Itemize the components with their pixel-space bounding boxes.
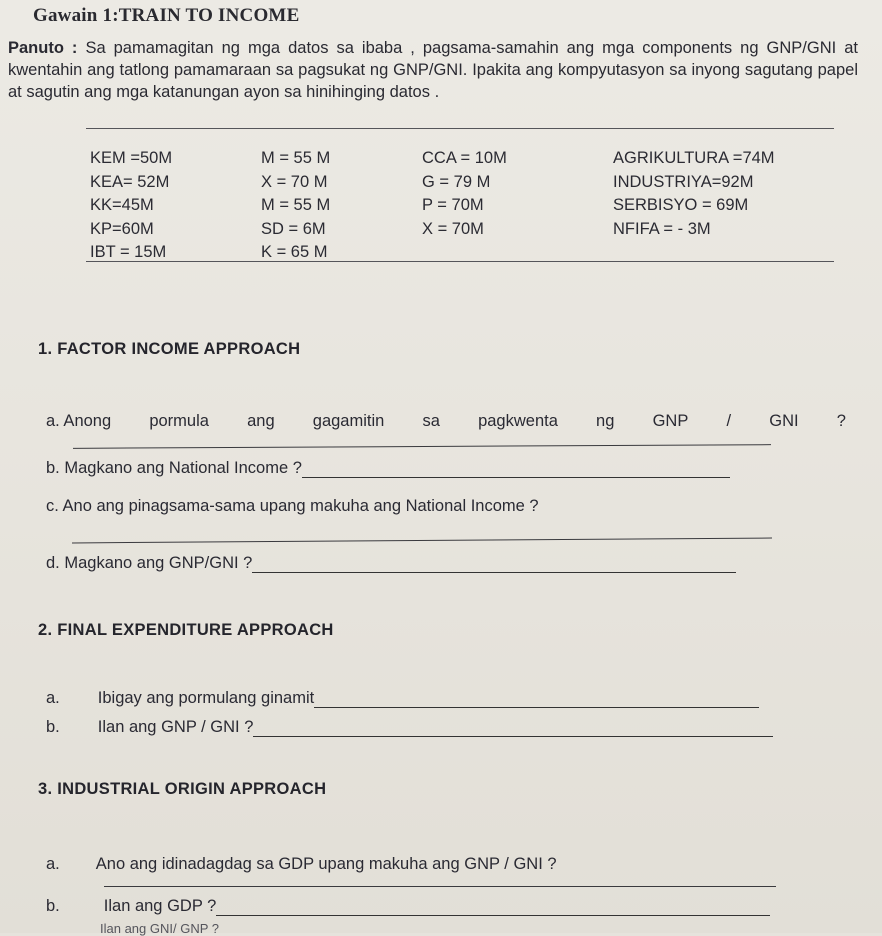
data-item: CCA = 10M — [422, 149, 507, 167]
data-item: K = 65 M — [261, 243, 328, 261]
section-2-title: 2. FINAL EXPENDITURE APPROACH — [38, 621, 334, 639]
answer-blank-3b[interactable] — [216, 901, 770, 916]
answer-blank-2b[interactable] — [253, 722, 773, 737]
data-box — [86, 128, 834, 262]
question-letter: b. — [46, 718, 60, 736]
question-text: b. Magkano ang National Income ? — [46, 459, 302, 477]
question-letter: a. — [46, 855, 60, 873]
data-item: SD = 6M — [261, 219, 326, 238]
question-text: Ilan ang GDP ? — [103, 897, 217, 915]
question-2b — [46, 718, 773, 737]
data-item: NFIFA = - 3M — [613, 219, 711, 238]
data-item: G = 79 M — [422, 172, 491, 191]
question-text: Ibigay ang pormulang ginamit — [97, 689, 315, 707]
section-3-title: 3. INDUSTRIAL ORIGIN APPROACH — [38, 780, 327, 798]
data-item: KEM =50M — [90, 149, 173, 167]
question-3b — [46, 897, 770, 916]
data-item: M = 55 M — [261, 196, 331, 214]
data-item: KEA= 52M — [90, 172, 170, 191]
question-1c — [46, 497, 539, 516]
question-3c-partial: Ilan ang GNI/ GNP ? — [100, 921, 219, 936]
data-item: M = 55 M — [261, 149, 331, 167]
word: a. Anong — [46, 412, 112, 430]
word: ? — [836, 412, 846, 430]
instructions-text: Sa pamamagitan ng mga datos sa ibaba , pagsama-samahin ang mga components ng GNP/GNI at kwentahin ang tatlong pamamaraan sa pagsukat ng GNP/GNI. Ipakita ang kompyutasyon sa inyong sagutang papel at sagutin ang mga katanungan ayon sa hinihinging datos . — [8, 39, 858, 101]
answer-line-1c[interactable] — [72, 538, 772, 544]
question-letter: b. — [46, 897, 60, 915]
section-1-title: 1. FACTOR INCOME APPROACH — [38, 340, 301, 358]
answer-line-1a[interactable] — [73, 444, 771, 449]
question-text: d. Magkano ang GNP/GNI ? — [46, 554, 253, 572]
data-item: P = 70M — [422, 196, 484, 214]
data-item: INDUSTRIYA=92M — [613, 172, 754, 191]
word: ng — [596, 412, 615, 430]
answer-blank-1d[interactable] — [252, 558, 736, 573]
question-letter: a. — [46, 689, 60, 707]
question-text: Ilan ang GNP / GNI ? — [97, 718, 254, 736]
word: / — [726, 412, 732, 430]
question-1b — [46, 459, 730, 478]
data-item: KP=60M — [90, 219, 154, 238]
word: pagkwenta — [478, 412, 558, 430]
question-text: Ano ang idinadagdag sa GDP upang makuha ang GNP / GNI ? — [95, 855, 557, 873]
data-item: KK=45M — [90, 196, 154, 214]
data-column-4 — [613, 147, 775, 241]
data-item: IBT = 15M — [90, 243, 167, 261]
data-item: X = 70M — [422, 219, 484, 238]
word: GNI — [769, 412, 799, 430]
instructions-label: Panuto : — [8, 39, 78, 57]
question-3a — [46, 855, 557, 874]
word: pormula — [149, 412, 209, 430]
data-item: X = 70 M — [261, 172, 328, 191]
question-2a — [46, 689, 759, 708]
data-column-2 — [261, 147, 330, 265]
question-1d — [46, 554, 736, 573]
instructions — [8, 37, 858, 103]
worksheet-title: Gawain 1:TRAIN TO INCOME — [33, 5, 300, 26]
answer-line-3a[interactable] — [104, 886, 776, 887]
word: ang — [247, 412, 275, 430]
answer-blank-1b[interactable] — [302, 463, 730, 478]
data-column-1 — [90, 147, 172, 265]
word: gagamitin — [312, 412, 385, 430]
word: GNP — [652, 412, 689, 430]
answer-blank-2a[interactable] — [314, 693, 759, 708]
data-column-3 — [422, 147, 507, 241]
question-text: c. Ano ang pinagsama-sama upang makuha ang National Income ? — [46, 497, 539, 515]
question-1a — [46, 412, 846, 431]
data-item: AGRIKULTURA =74M — [613, 149, 775, 167]
word: sa — [422, 412, 440, 430]
data-item: SERBISYO = 69M — [613, 196, 749, 214]
